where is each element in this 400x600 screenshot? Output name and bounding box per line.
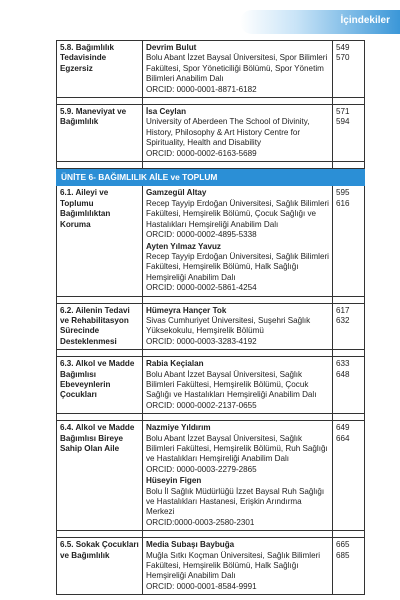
page-range-cell: [333, 41, 365, 98]
author-block: [146, 43, 329, 95]
unit-heading: ÜNİTE 6- BAĞIMLILIK AİLE ve TOPLUM: [57, 169, 365, 186]
section-title: 5.8. Bağımlılık Tedavisinde Egzersiz: [57, 41, 143, 98]
spacer-cell: [143, 531, 333, 538]
row-spacer: [57, 162, 365, 169]
author-cell: [143, 421, 333, 531]
spacer-cell: [333, 350, 365, 357]
author-affiliation: Bolu Abant İzzet Baysal Üniversitesi, Spor Bilimleri Fakültesi, Spor Yöneticiliği Bölümü, Spor Yönetim Bilimleri Anabilim Dalı: [146, 53, 328, 84]
author-orcid: ORCID: 0000-0003-2279-2865: [146, 464, 257, 474]
spacer-cell: [57, 350, 143, 357]
page-end: 685: [336, 550, 350, 560]
author-orcid: ORCID: 0000-0002-4895-5338: [146, 230, 257, 240]
author-orcid: ORCID: 0000-0001-8871-6182: [146, 84, 257, 94]
author-affiliation: Muğla Sıtkı Koçman Üniversitesi, Sağlık Bilimleri Fakültesi, Hemşirelik Bölümü, Halk Sağlığı Hemşireliği Anabilim Dalı: [146, 550, 321, 581]
section-title: 6.5. Sokak Çocukları ve Bağımlılık: [57, 538, 143, 595]
page-start: 617: [336, 305, 350, 315]
author-name: Hümeyra Hançer Tok: [146, 305, 227, 315]
author-affiliation: Recep Tayyip Erdoğan Üniversitesi, Sağlık Bilimleri Fakültesi, Hemşirelik Bölümü, Halk Sağlığı Hemşireliği Anabilim Dalı: [146, 251, 329, 282]
author-affiliation: Sivas Cumhuriyet Üniversitesi, Suşehri Sağlık Yüksekokulu, Hemşirelik Bölümü: [146, 315, 311, 336]
author-cell: [143, 41, 333, 98]
author-block: [146, 306, 329, 348]
spacer-cell: [57, 162, 143, 169]
page-end: 664: [336, 433, 350, 443]
section-title: 6.3. Alkol ve Madde Bağımlısı Ebeveynlerin Çocukları: [57, 357, 143, 414]
toc-entry-row: [57, 303, 365, 350]
row-spacer: [57, 98, 365, 105]
unit-heading-row: [57, 169, 365, 186]
author-cell: [143, 303, 333, 350]
author-affiliation: Bolu Abant İzzet Baysal Üniversitesi, Sağlık Bilimleri Fakültesi, Hemşirelik Bölümü, Çocuk Sağlığı ve Hastalıkları Hemşireliği Anabilim Dalı: [146, 369, 317, 400]
spacer-cell: [333, 296, 365, 303]
section-title: 6.4. Alkol ve Madde Bağımlısı Bireye Sahip Olan Aile: [57, 421, 143, 531]
author-orcid: ORCID: 0000-0002-6163-5689: [146, 148, 257, 158]
author-name: Ayten Yılmaz Yavuz: [146, 241, 221, 251]
author-name: Rabia Keçialan: [146, 359, 204, 369]
page-range-cell: [333, 421, 365, 531]
author-block: [146, 188, 329, 240]
author-orcid: ORCID: 0000-0003-3283-4192: [146, 336, 257, 346]
author-name: Gamzegül Altay: [146, 188, 207, 198]
spacer-cell: [143, 414, 333, 421]
page-start: 571: [336, 107, 350, 117]
page-range-cell: [333, 357, 365, 414]
row-spacer: [57, 350, 365, 357]
toc-entry-row: [57, 357, 365, 414]
page-end: 632: [336, 315, 350, 325]
spacer-cell: [333, 414, 365, 421]
page-end: 594: [336, 117, 350, 127]
author-cell: [143, 538, 333, 595]
author-block: [146, 242, 329, 294]
author-affiliation: Bolu İl Sağlık Müdürlüğü İzzet Baysal Ruh Sağlığı ve Hastalıkları Hastanesi, Erişkin Arındırma Merkezi: [146, 486, 325, 517]
spacer-cell: [143, 296, 333, 303]
row-spacer: [57, 531, 365, 538]
section-header-tab: [240, 10, 400, 34]
author-name: Nazmiye Yıldırım: [146, 423, 211, 433]
author-affiliation: Recep Tayyip Erdoğan Üniversitesi, Sağlık Bilimleri Fakültesi, Hemşirelik Bölümü, Çocuk Sağlığı ve Hastalıkları Hemşireliği Anabilim Dalı: [146, 198, 329, 229]
author-orcid: ORCID:0000-0003-2580-2301: [146, 517, 255, 527]
spacer-cell: [333, 162, 365, 169]
spacer-cell: [57, 296, 143, 303]
section-title: 6.1. Aileyi ve Toplumu Bağımlılıktan Koruma: [57, 186, 143, 296]
row-spacer: [57, 414, 365, 421]
author-orcid: ORCID: 0000-0001-8584-9991: [146, 581, 257, 591]
author-name: Media Subaşı Baybuğa: [146, 540, 235, 550]
author-name: İsa Ceylan: [146, 107, 187, 117]
toc-entry-row: [57, 421, 365, 531]
author-block: [146, 476, 329, 528]
row-spacer: [57, 296, 365, 303]
toc-entry-row: [57, 538, 365, 595]
author-affiliation: University of Aberdeen The School of Divinity, History, Philosophy & Art History Centre for Spirituality, Health and Disability: [146, 117, 310, 148]
author-affiliation: Bolu Abant İzzet Baysal Üniversitesi, Sağlık Bilimleri Fakültesi, Hemşirelik Bölümü, Ruh Sağlığı ve Hastalıkları Hemşireliği Anabilim Dalı: [146, 433, 328, 464]
toc-unit-entries: [57, 186, 365, 595]
author-block: [146, 423, 329, 475]
toc-top-entries: [57, 41, 365, 169]
page-end: 570: [336, 53, 350, 63]
spacer-cell: [57, 531, 143, 538]
author-orcid: ORCID: 0000-0002-2137-0655: [146, 400, 257, 410]
spacer-cell: [143, 350, 333, 357]
page-start: 665: [336, 540, 350, 550]
page-start: 649: [336, 423, 350, 433]
page-range-cell: [333, 105, 365, 162]
page-range-cell: [333, 538, 365, 595]
author-name: Hüseyin Figen: [146, 476, 202, 486]
spacer-cell: [57, 414, 143, 421]
author-block: [146, 359, 329, 411]
author-cell: [143, 357, 333, 414]
author-block: [146, 540, 329, 592]
page-start: 633: [336, 359, 350, 369]
page-end: 648: [336, 369, 350, 379]
page-end: 616: [336, 198, 350, 208]
toc-entry-row: [57, 41, 365, 98]
spacer-cell: [143, 98, 333, 105]
page-range-cell: [333, 303, 365, 350]
author-block: [146, 107, 329, 159]
spacer-cell: [143, 162, 333, 169]
section-title: 6.2. Ailenin Tedavi ve Rehabilitasyon Sürecinde Desteklenmesi: [57, 303, 143, 350]
table-of-contents: [56, 40, 365, 595]
author-cell: [143, 105, 333, 162]
page-start: 549: [336, 43, 350, 52]
spacer-cell: [57, 98, 143, 105]
page-range-cell: [333, 186, 365, 296]
author-orcid: ORCID: 0000-0002-5861-4254: [146, 283, 257, 293]
spacer-cell: [333, 98, 365, 105]
toc-entry-row: [57, 105, 365, 162]
page-start: 595: [336, 188, 350, 198]
author-name: Devrim Bulut: [146, 43, 197, 52]
section-title: 5.9. Maneviyat ve Bağımlılık: [57, 105, 143, 162]
spacer-cell: [333, 531, 365, 538]
author-cell: [143, 186, 333, 296]
section-header-label: İçindekiler: [340, 15, 390, 26]
toc-entry-row: [57, 186, 365, 296]
